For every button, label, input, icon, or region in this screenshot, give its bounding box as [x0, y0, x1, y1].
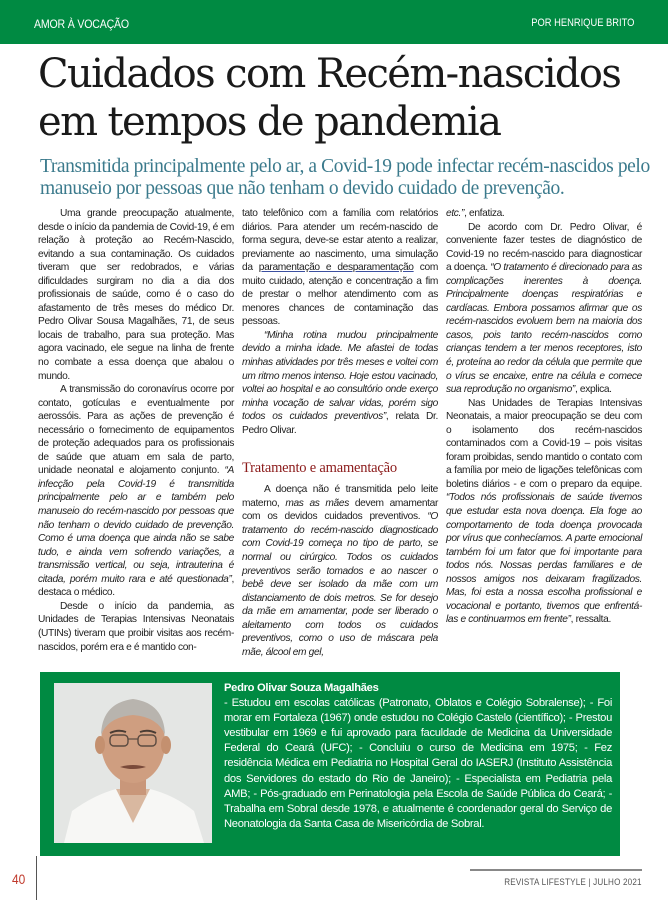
person-portrait-icon [54, 683, 212, 843]
paragraph-text: com muito cuidado, atenção e concentração a fim de prestar o melhor atendimento com as menores chances de contaminação das pessoas. [242, 262, 438, 328]
paragraph: Uma grande preocupação atualmente, desde o início da pandemia de Covid-19, é em relação à proteção ao Recém-Nascido, evitando a sua contaminação. Os cuidados tiveram que ser redobrados, e várias dificuldades surgiram no dia a dia dos profissionais de saúde, como é o caso do afastamento de três meses do médico Dr. Pedro Olivar Sousa Magalhães, 71, de seus locais de trabalho, para sua proteção. Mas agora vacinado, ele segue na linha de frente no combate a essa doença que abalou o mundo. [38, 208, 234, 382]
emphasis: mas as mães [285, 497, 349, 509]
paragraph [38, 383, 234, 600]
paragraph [446, 207, 642, 221]
paragraph-text: , enfatiza. [464, 208, 505, 219]
paragraph [242, 329, 438, 437]
paragraph [446, 221, 642, 397]
article-subtitle: Transmitida principalmente pelo ar, a Covid-19 pode infectar recém-nascidos pelo manuseio por pessoas que não tenham o devido cuidado de prevenção. [40, 156, 650, 199]
bio-details: - Estudou em escolas católicas (Patronato, Oblatos e Colégio Sobralense); - Foi morar em Fortaleza (1967) onde estudou no Colégio Castelo (científico); - Prestou vestibular em 1969 e fui aprovado para faculdade de Medicina da Universidade Federal do Ceará (UFC); - Concluiu o curso de Medicina em 1975; - Fez residência Médica em Pediatria no Hospital Geral do IASERJ (Instituto Assistência dos Servidores do estado do Rio de Janeiro); - Especialista em Pediatria pela AMB; - Pós-graduado em Perinatologia pela Escola de Saúde Pública do Ceará; - Trabalha em Sobral desde 1978, e atualmente é coordenador geral do Serviço de Neonatologia da Santa Casa de Misericórdia de Sobral. [224, 697, 612, 830]
footer-divider [36, 856, 37, 900]
paragraph [446, 397, 642, 627]
paragraph-text: A transmissão do coronavírus ocorre por contato, gotículas e eventualmente por aerossóis. Para as ações de prevenção é necessário o fornecimento de equipamentos de proteção adequados para os profissionais de saúde que atuam em sala de parto, unidade neonatal e alojamento conjunto. [38, 384, 234, 477]
page-number: 40 [12, 871, 26, 887]
quote: “Todos nós profissionais de saúde tivemos que estudar esta nova doença. Ela foge ao comportamento de toda doença provocada por vírus que conhecíamos. A parte emocional também foi um fator que foi importante para todos nós. Nossas perdas familiares e de nossos amigos nos deixaram fragilizados. Mas, foi esta a nossa escolha profissional e vocacional e portanto, tivemos que enfrentá-las e continuarmos em frente” [446, 492, 642, 626]
paragraph-text: , ressalta. [570, 614, 611, 626]
bio-name: Pedro Olivar Souza Magalhães [224, 682, 379, 694]
bio-box [40, 672, 620, 856]
paragraph [242, 207, 438, 329]
article-column-3 [446, 207, 642, 627]
inline-link[interactable]: paramentação e desparamentação [258, 262, 414, 274]
paragraph-text: , explica. [574, 384, 612, 396]
section-header-bar [0, 0, 668, 44]
portrait-photo [54, 683, 212, 843]
quote: etc.” [446, 208, 465, 219]
article-title: Cuidados com Recém-nascidos em tempos de pandemia [38, 51, 621, 145]
paragraph-text: A doença não é transmitida pelo leite materno, [242, 484, 438, 509]
article-column-1 [38, 207, 234, 654]
paragraph-text: tato telefônico com a família com relatórios diários. Para atender um recém-nascido de forma segura, deve-se estar atento a realizar, previamente ao nascimento, uma simulação da [242, 208, 438, 274]
footer-rule [470, 869, 642, 871]
section-label: AMOR À VOCAÇÃO [34, 17, 129, 31]
paragraph-text: , destaca o médico. [38, 573, 234, 599]
author-byline: POR HENRIQUE BRITO [530, 17, 634, 29]
paragraph-text: , relata Dr. Pedro Olivar. [242, 411, 438, 436]
publication-footer: REVISTA LIFESTYLE | JULHO 2021 [504, 877, 642, 887]
quote: “Minha rotina mudou principalmente devido a minha idade. Me afastei de todas minhas atividades por três meses e voltei com um ritmo menos intenso. Hoje estou vacinado, voltei ao hospital e ao consultório onde exerço minha vocação de salvar vidas, porém sigo todos os cuidados preventivos” [242, 329, 438, 423]
article-column-2 [242, 207, 438, 659]
paragraph-text: devem amamentar com os devidos cuidados preventivos. [242, 497, 438, 523]
bio-text [224, 681, 612, 832]
paragraph-text: Nas Unidades de Terapias Intensivas Neonatais, a maior preocupação se deu com o isolamento dos recém-nascidos contaminados com a Covid-19 – pois visitas foram proibidas, sendo mantido o contato com a família por meio de ligações telefônicas com boletins diários - e com o preparo da equipe. [446, 397, 642, 490]
paragraph-text: De acordo com Dr. Pedro Olivar, é conveniente fazer testes de diagnóstico de Covid-19 no recém-nascido para diagnosticar a doença. [446, 221, 642, 274]
section-subheading: Tratamento e amamentação [242, 460, 397, 477]
paragraph: Desde o início da pandemia, as Unidades de Terapias Intensivas Neonatais (UTINs) tiveram que proibir visitas aos recém-nascidos, porém era e é mantido con- [38, 600, 234, 653]
quote: “O tratamento é direcionado para as complicações inerentes à doença. Principalmente doenças respiratórias e cardíacas. Embora possamos afirmar que os recém-nascidos evoluem bem na maioria dos casos, pois tanto recém-nascidos como crianças tendem a ter menos receptores, isto é, proteína ao redor da célula que permite que o vírus se encaixe, entre na célula e comece sua reprodução no organismo” [446, 262, 642, 396]
paragraph [242, 483, 438, 659]
quote: “A infecção pela Covid-19 é transmitida principalmente pelo ar e também pelo manuseio do recém-nascido por pessoas que não tenham o devido cuidado de prevenção. Como é uma doença que ainda não se sabe tudo, e ainda vem sofrendo variações, a transmissão vertical, ou seja, intrauterina é citada, porém muito rara e até questionada” [38, 465, 234, 585]
quote: “O tratamento do recém-nascido diagnosticado com Covid-19 começa no tipo de parto, se normal ou cirúrgico. Todos os cuidados preventivos serão tomados e ao nascer o bebê deve ser isolado da mãe com um distanciamento de dois metros. Se for desejo da mãe em amamentar, pode ser liberado o aleitamento com todos os cuidados preventivos, como o uso de máscara pela mãe, álcool em gel, [242, 511, 438, 658]
